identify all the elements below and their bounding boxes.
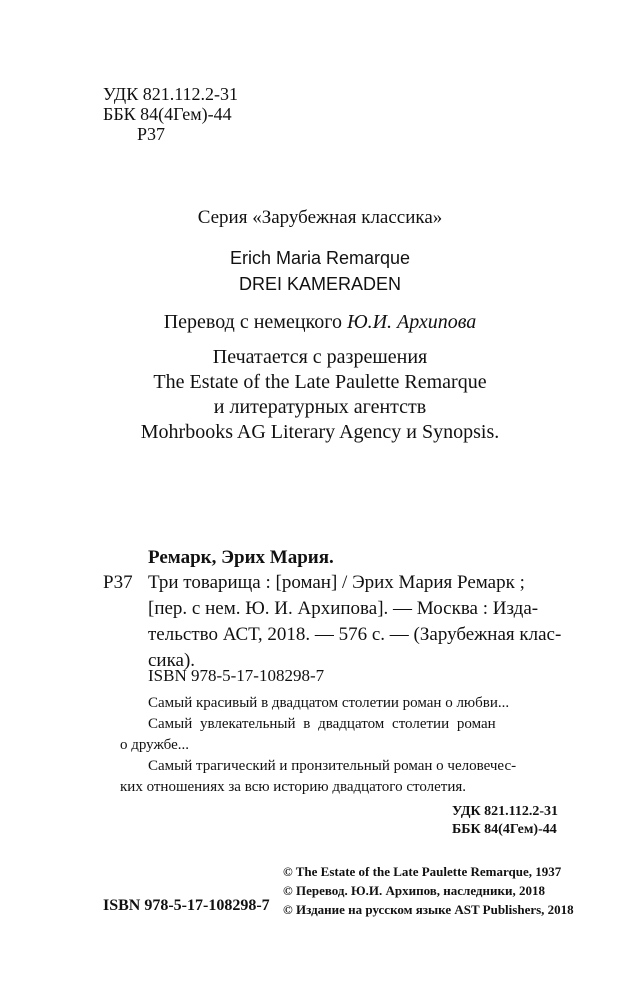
udk-code: УДК 821.112.2-31 bbox=[103, 84, 239, 104]
annotation bbox=[120, 693, 570, 798]
translation-prefix: Перевод с немецкого bbox=[163, 311, 342, 333]
permission-block bbox=[0, 345, 640, 445]
translation-credit bbox=[0, 309, 640, 335]
classification-codes bbox=[103, 84, 238, 144]
original-author: Erich Maria Remarque bbox=[229, 248, 411, 268]
permission-line: и литературных агентств bbox=[213, 396, 427, 418]
footer-codes bbox=[452, 803, 558, 839]
catalog-line: [пер. с нем. Ю. И. Архипова]. — Москва : Изда- bbox=[148, 598, 539, 619]
annotation-line: о дружбе... bbox=[120, 737, 189, 753]
author-mark: Р37 bbox=[137, 124, 166, 144]
original-title: DREI KAMERADEN bbox=[238, 274, 402, 294]
catalog-line: Три товарища : [роман] / Эрих Мария Ремарк ; bbox=[148, 572, 525, 593]
footer-udk: УДК 821.112.2-31 bbox=[452, 804, 559, 819]
copyright-line: © Перевод. Ю.И. Архипов, наследники, 2018 bbox=[283, 883, 545, 898]
catalog-mark: Р37 bbox=[103, 572, 133, 593]
series-title: Серия «Зарубежная классика» bbox=[197, 207, 443, 228]
catalog-line: тельство АСТ, 2018. — 576 с. — (Зарубежная клас- bbox=[148, 624, 562, 645]
bbk-code: ББК 84(4Гем)-44 bbox=[103, 104, 232, 124]
catalog-description bbox=[148, 570, 570, 674]
catalog-isbn: ISBN 978-5-17-108298-7 bbox=[148, 666, 325, 685]
copyright-line: © Издание на русском языке AST Publishers, 2018 bbox=[283, 902, 574, 917]
translator-name: Ю.И. Архипова bbox=[346, 311, 477, 333]
copyright-line: © The Estate of the Late Paulette Remarque, 1937 bbox=[283, 864, 562, 879]
catalog-author-heading: Ремарк, Эрих Мария. bbox=[148, 547, 334, 568]
copyright-isbn: ISBN 978-5-17-108298-7 bbox=[103, 897, 270, 914]
permission-line: The Estate of the Late Paulette Remarque bbox=[153, 371, 487, 393]
annotation-line: Самый красивый в двадцатом столетии роман о любви... bbox=[148, 695, 510, 711]
annotation-line: ких отношениях за всю историю двадцатого столетия. bbox=[120, 779, 467, 795]
annotation-line: Самый увлекательный в двадцатом столетии роман bbox=[148, 716, 496, 732]
annotation-line: Самый трагический и пронзительный роман о человечес- bbox=[148, 758, 517, 774]
permission-line: Печатается с разрешения bbox=[212, 346, 428, 368]
footer-bbk: ББК 84(4Гем)-44 bbox=[452, 822, 557, 837]
catalog-line: сика). bbox=[148, 650, 196, 671]
copyright-block bbox=[283, 862, 574, 919]
permission-line: Mohrbooks AG Literary Agency и Synopsis. bbox=[140, 421, 500, 443]
